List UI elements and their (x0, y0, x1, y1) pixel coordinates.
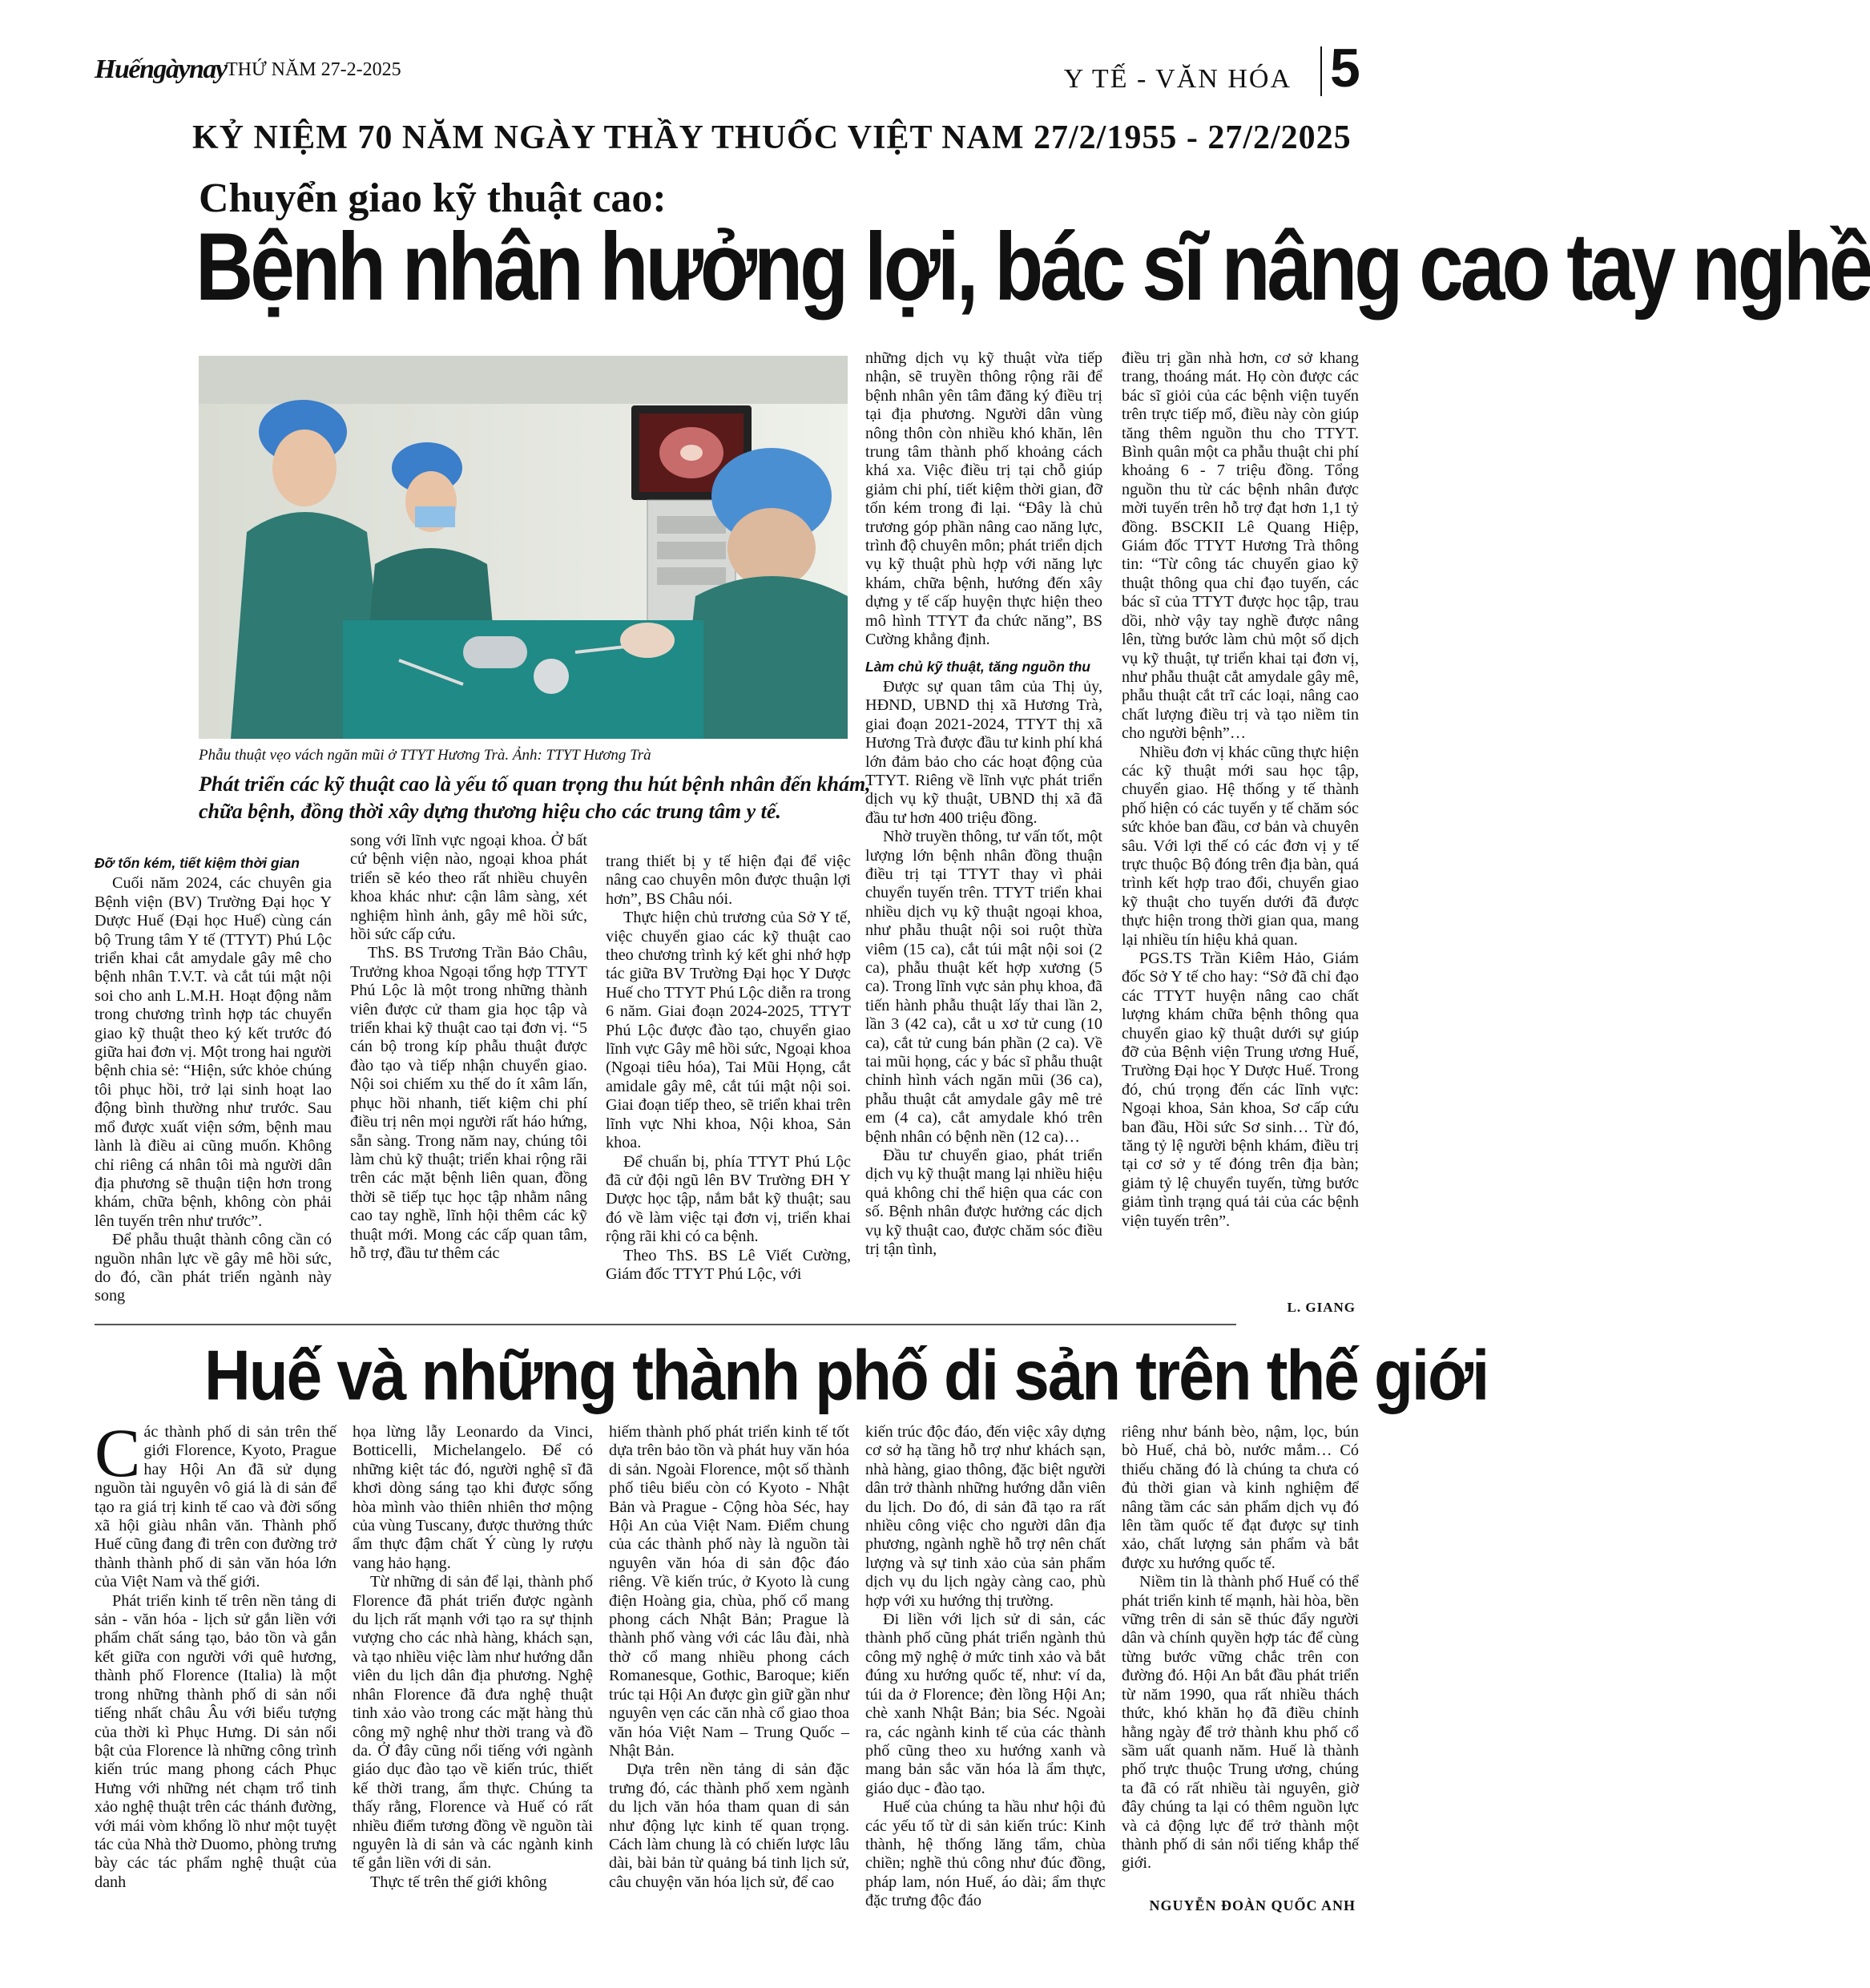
paragraph: riêng như bánh bèo, nậm, lọc, bún bò Huế, chả bò, nước mắm… Có thiếu chăng đó là chúng ta chưa có đủ thời gian và kinh nghiệm để nâng tầm các sản phẩm dịch vụ đó lên tầm quốc tế đạt được sự tinh xảo, chất lượng sản phẩm và bắt được xu hướng quốc tế. (1122, 1423, 1359, 1572)
paragraph: điều trị gần nhà hơn, cơ sở khang trang, thoáng mát. Họ còn được các bác sĩ giỏi của các bệnh viện tuyến trên trực tiếp mổ, điều này còn giúp tăng thêm nguồn thu cho TTYT. Bình quân một ca phẫu thuật chi phí khoảng 6 - 7 triệu đồng. Tổng nguồn thu từ các bệnh nhân được mời tuyến trên hỗ trợ đạt hơn 1,1 tỷ đồng. BSCKII Lê Quang Hiệp, Giám đốc TTYT Hương Trà thông tin: “Từ công tác chuyển giao kỹ thuật thông qua chỉ đạo tuyến, các bác sĩ của TTYT được học tập, trau dồi, nhờ vậy tay nghề được nâng lên, từng bước làm chủ một số dịch vụ kỹ thuật, tự triển khai tại đơn vị, như phẫu thuật cắt amydale gây mê, phẫu thuật cắt trĩ các loại, nâng cao chất lượng điều trị và tạo niềm tin cho người bệnh”… (1122, 349, 1359, 743)
paragraph: họa lừng lẫy Leonardo da Vinci, Botticelli, Michelangelo. Để có những kiệt tác đó, người nghệ sĩ đã khơi dòng sáng tạo khi được sống hòa mình vào thiên nhiên thơ mộng của vùng Tuscany, được thưởng thức ẩm thực đậm chất Ý cùng ly rượu vang hảo hạng. (353, 1423, 593, 1572)
paragraph: những dịch vụ kỹ thuật vừa tiếp nhận, sẽ truyền thông rộng rãi để bệnh nhân yên tâm đăng ký điều trị tại địa phương. Người dân vùng nông thôn còn nhiều khó khăn, lên trung tâm thành phố khoảng cách khá xa. Việc điều trị tại chỗ giúp giảm chi phí, tiết kiệm thời gian, đỡ tốn kém trong đi lại. “Đây là chủ trương góp phần nâng cao năng lực, trình độ chuyên môn; phát triển dịch vụ kỹ thuật phù hợp với năng lực khám, chữa bệnh, hướng đến xây dựng y tế cấp huyện thực hiện theo mô hình TTYT đa chức năng”, BS Cường khẳng định. (865, 349, 1102, 649)
paragraph: Từ những di sản để lại, thành phố Florence đã phát triển được ngành du lịch rất mạnh với tạo ra sự thịnh vượng cho các nhà hàng, khách sạn, và tạo nhiều việc làm như hướng dẫn viên du lịch dân địa phương. Nghệ nhân Florence đã đưa nghệ thuật tinh xảo vào trong các mặt hàng thủ công mỹ nghệ như thời trang và đồ da. Ở đây cũng nổi tiếng với ngành giáo dục đào tạo về kiến trúc, thiết kế thời trang, ẩm thực. Chúng ta thấy rằng, Florence và Huế có rất nhiều điểm tương đồng về nguồn tài nguyên là di sản và các ngành kinh tế gắn liền với di sản. (353, 1573, 593, 1873)
paragraph: Niềm tin là thành phố Huế có thể phát triển kinh tế mạnh, hài hòa, bền vững trên di sản sẽ thúc đẩy người dân và chính quyền hợp tác để cùng từng bước vững chắc trên con đường đó. Hội An bắt đầu phát triển từ năm 1990, qua rất nhiều thách thức, khó khăn họ đã điều chỉnh hằng ngày để trở thành khu phố cổ sầm uất quanh năm. Huế là thành phố trực thuộc Trung ương, chúng ta đã có rất nhiều tài nguyên, giờ đây chúng ta lại có thêm nguồn lực và cả động lực để trở thành một thành phố di sản nổi tiếng khắp thế giới. (1122, 1573, 1359, 1873)
paragraph: song với lĩnh vực ngoại khoa. Ở bất cứ bệnh viện nào, ngoại khoa phát triển sẽ kéo theo rất nhiều chuyên khoa khác như: cận lâm sàng, xét nghiệm hình ảnh, gây mê hồi sức, hồi sức cấp cứu. (350, 832, 587, 944)
article2-column-4 (865, 1423, 1106, 1911)
paragraph: Phát triển kinh tế trên nền tảng di sản - văn hóa - lịch sử gắn liền với phẩm chất sáng tạo, bảo tồn và gắn kết giữa con người với quê hương, thành phố Florence (Italia) là một trong những thành phố di sản nổi tiếng nhất châu Âu với biểu tượng của thời kì Phục Hưng. Di sản nổi bật của Florence là những công trình kiến trúc mang phong cách Phục Hưng với những nét chạm trổ tinh xảo nghệ thuật trên các thánh đường, với mái vòm khổng lồ như một tuyệt tác của Nhà thờ Duomo, phòng trưng bày các tác phẩm nghệ thuật của danh (95, 1591, 337, 1891)
paragraph: Đầu tư chuyển giao, phát triển dịch vụ kỹ thuật mang lại nhiều hiệu quả không chỉ thể hiện qua các con số. Bệnh nhân được hưởng các dịch vụ kỹ thuật cao, được chăm sóc điều trị tận tình, (865, 1147, 1102, 1259)
article1-column-1 (95, 854, 332, 1306)
article2-column-3 (609, 1423, 849, 1892)
paragraph: Các thành phố di sản trên thế giới Florence, Kyoto, Prague hay Hội An đã sử dụng nguồn tài nguyên vô giá là di sản để tạo ra giá trị kinh tế cao và đời sống xã hội giàu nhân văn. Thành phố Huế cũng đang đi trên con đường trở thành thành phố di sản văn hóa lớn của Việt Nam và thế giới. (95, 1414, 337, 1591)
article2-signature: NGUYỄN ĐOÀN QUỐC ANH (1149, 1897, 1356, 1913)
paragraph: Nhiều đơn vị khác cũng thực hiện các kỹ thuật mới sau học tập, chuyển giao. Hệ thống y tế thành phố hiện có các tuyến y tế chăm sóc sức khỏe ban đầu, cơ bản và chuyên sâu. Với lợi thế có các đơn vị y tế trực thuộc Bộ đóng trên địa bàn, quá trình kết hợp trao đổi, chuyển giao kỹ thuật cho tuyến dưới đã được thực hiện trong thời gian qua, mang lại nhiều tín hiệu khả quan. (1122, 743, 1359, 949)
surgery-photo-illustration (199, 356, 848, 739)
paragraph: Dựa trên nền tảng di sản đặc trưng đó, các thành phố xem ngành du lịch văn hóa tham quan di sản như động lực kinh tế quan trọng. Cách làm chung là có chiến lược lâu dài, bài bản từ quảng bá tinh lịch sử, câu chuyện văn hóa lịch sử, để cao (609, 1760, 849, 1891)
paragraph: kiến trúc độc đáo, đến việc xây dựng cơ sở hạ tầng hỗ trợ như khách sạn, nhà hàng, giao thông, đặc biệt người dân trở thành những hướng dẫn viên du lịch. Do đó, di sản đã tạo ra rất nhiều công việc cho người dân địa phương, ngành nghề hỗ trợ nên chất lượng và sự tinh xảo của sản phẩm dịch vụ du lịch ngày càng cao, phù hợp với xu hướng thị trường. (865, 1423, 1106, 1610)
paragraph: Theo ThS. BS Lê Viết Cường, Giám đốc TTYT Phú Lộc, với (606, 1246, 851, 1283)
article2-column-1 (95, 1414, 337, 1892)
surgery-photo (199, 356, 848, 739)
issue-date: THỨ NĂM 27-2-2025 (226, 59, 401, 80)
paragraph: Để phẫu thuật thành công cần có nguồn nhân lực về gây mê hồi sức, do đó, cần phát triển ngành này song (95, 1231, 332, 1305)
article1-subheading-1: Đỡ tốn kém, tiết kiệm thời gian (95, 855, 300, 871)
article1-column-2 (350, 832, 587, 1263)
anniversary-banner: KỶ NIỆM 70 NĂM NGÀY THẦY THUỐC VIỆT NAM 27/2/1955 - 27/2/2025 (192, 119, 1352, 156)
paragraph: PGS.TS Trần Kiêm Hảo, Giám đốc Sở Y tế cho hay: “Sở đã chỉ đạo các TTYT huyện nâng cao chất lượng khám chữa bệnh thông qua chuyển giao kỹ thuật dưới sự giúp đỡ của Bệnh viện Trung ương Huế, Trường Đại học Y Dược Huế. Trong đó, chú trọng đến các lĩnh vực: Ngoại khoa, Sản khoa, Sơ cấp cứu ban đầu, Hồi sức Sơ sinh… Từ đó, tăng tỷ lệ người bệnh khám, điều trị tại cơ sở y tế đóng trên địa bàn; giảm tỷ lệ chuyển tuyến, từng bước giảm tình trạng quá tải của các bệnh viện tuyến trên”. (1122, 950, 1359, 1230)
article-divider (95, 1324, 1236, 1325)
article1-signature: L. GIANG (1287, 1300, 1356, 1315)
paragraph: Cuối năm 2024, các chuyên gia Bệnh viện (BV) Trường Đại học Y Dược Huế (Đại học Huế) cùng cán bộ Trung tâm Y tế (TTYT) Phú Lộc triển khai cắt amydale gây mê cho bệnh nhân T.V.T. và cắt túi mật nội soi cho anh L.M.H. Hoạt động nằm trong chương trình hợp tác chuyển giao kỹ thuật theo ký kết trước đó giữa hai đơn vị. Một trong hai người bệnh chia sẻ: “Hiện, sức khỏe chúng tôi phục hồi, trở lại sinh hoạt lao động bình thường như trước. Sau mổ được xuất viện sớm, bệnh mau lành là điều ai cũng muốn. Không chỉ riêng cá nhân tôi mà người dân địa phương sẽ thuận tiện hơn trong khám, chữa bệnh, không còn phải lên tuyến trên như trước”. (95, 874, 332, 1230)
paragraph: hiếm thành phố phát triển kinh tế tốt dựa trên bảo tồn và phát huy văn hóa di sản. Ngoài Florence, một số thành phố tiêu biểu còn có Kyoto - Nhật Bản và Prague - Cộng hòa Séc, hay Hội An của Việt Nam. Điểm chung của các thành phố này là nguồn tài nguyên văn hóa di sản độc đáo riêng. Về kiến trúc, ở Kyoto là cung điện Hoàng gia, chùa, phố cổ mang phong cách Nhật Bản; Prague là thành phố vàng với các lâu đài, nhà thờ cổ mang nhiều phong cách Romanesque, Gothic, Baroque; kiến trúc tại Hội An được gìn giữ gần như nguyên vẹn các căn nhà cổ giao thoa văn hóa Việt Nam – Trung Quốc – Nhật Bản. (609, 1423, 849, 1760)
article1-headline: Bệnh nhân hưởng lợi, bác sĩ nâng cao tay nghề (195, 213, 1870, 321)
photo-caption: Phẫu thuật vẹo vách ngăn mũi ở TTYT Hương Trà. Ảnh: TTYT Hương Trà (199, 747, 651, 764)
paragraph: Để chuẩn bị, phía TTYT Phú Lộc đã cử đội ngũ lên BV Trường ĐH Y Dược học tập, nắm bắt kỹ thuật; sau đó về làm việc tại đơn vị, triển khai rộng rãi khi có ca bệnh. (606, 1152, 851, 1246)
paragraph: Đi liền với lịch sử di sản, các thành phố cũng phát triển ngành thủ công mỹ nghệ ở mức tinh xảo và bắt đúng xu hướng quốc tế, như: ví da, túi da ở Florence; đèn lồng Hội An; chè xanh Nhật Bản; bia Séc. Ngoài ra, các ngành kinh tế của các thành phố cũng theo xu hướng xanh và mang bản sắc văn hóa là ẩm thực, giáo dục - đào tạo. (865, 1611, 1106, 1797)
article1-column-5 (1122, 349, 1359, 1231)
paragraph: Huế của chúng ta hầu như hội đủ các yếu tố từ di sản kiến trúc: Kinh thành, hệ thống lăng tẩm, chùa chiền; nghề thủ công như đúc đồng, pháp lam, nón Huế, áo dài; ẩm thực đặc trưng độc đáo (865, 1798, 1106, 1910)
paragraph: Thực tế trên thế giới không (370, 1873, 547, 1891)
article1-kicker: Chuyển giao kỹ thuật cao: (199, 175, 667, 221)
paragraph: ThS. BS Trương Trần Bảo Châu, Trưởng khoa Ngoại tổng hợp TTYT Phú Lộc là một trong những thành viên được cử tham gia học tập và triển khai kỹ thuật cao tại đơn vị. “5 cán bộ trong kíp phẫu thuật được đào tạo và tiếp nhận chuyển giao. Nội soi chiếm xu thế do ít xâm lấn, phục hồi nhanh, tiết kiệm chi phí điều trị nên mọi người rất háo hứng, sẵn sàng. Trong năm nay, chúng tôi làm chủ kỹ thuật; triển khai rộng rãi trên các mặt bệnh liên quan, đồng thời sẽ tiếp tục học tập nhằm nâng cao tay nghề, lĩnh hội thêm các kỹ thuật mới. Mong các cấp quan tâm, hỗ trợ, đầu tư thêm các (350, 944, 587, 1262)
article2-column-2 (353, 1423, 593, 1892)
paragraph: Được sự quan tâm của Thị ủy, HĐND, UBND thị xã Hương Trà, giai đoạn 2021-2024, TTYT thị xã Hương Trà được đầu tư kinh phí khá lớn đảm bảo cho các hoạt động của TTYT. Riêng về lĩnh vực phát triển dịch vụ kỹ thuật, UBND thị xã đã đầu tư hơn 400 triệu đồng. (865, 677, 1102, 827)
section-title: Y TẾ - VĂN HÓA (1063, 64, 1292, 94)
article1-subheading-2: Làm chủ kỹ thuật, tăng nguồn thu (865, 658, 1090, 675)
paragraph: Nhờ truyền thông, tư vấn tốt, một lượng lớn bệnh nhân đồng thuận điều trị tại TTYT thay vì phải chuyển tuyến trên. TTYT triển khai nhiều dịch vụ kỹ thuật ngoại khoa, như phẫu thuật nội soi ruột thừa viêm (15 ca), cắt túi mật nội soi (2 ca), phẫu thuật kết hợp xương (5 ca). Trong lĩnh vực sản phụ khoa, đã tiến hành phẫu thuật lấy thai lần 2, lần 3 (42 ca), cắt u xơ tử cung (10 ca), cắt tử cung bán phần (2 ca). Về tai mũi họng, các y bác sĩ phẫu thuật chỉnh hình vách ngăn mũi (36 ca), phẫu thuật cắt amydale gây mê trẻ em (4 ca), cắt amydale khó trên bệnh nhân có bệnh nền (12 ca)… (865, 828, 1102, 1146)
article1-sapo: Phát triển các kỹ thuật cao là yếu tố quan trọng thu hút bệnh nhân đến khám, chữa bệnh, đồng thời xây dựng thương hiệu cho các trung tâm y tế. (199, 772, 871, 823)
page-number: 5 (1330, 38, 1360, 99)
article1-column-3 (606, 853, 851, 1284)
header-divider (1320, 46, 1322, 96)
paragraph: Thực hiện chủ trương của Sở Y tế, việc chuyển giao các kỹ thuật cao theo chương trình ký kết ghi nhớ hợp tác giữa BV Trường Đại học Y Dược Huế cho TTYT Phú Lộc diễn ra trong 6 năm. Giai đoạn 2024-2025, TTYT Phú Lộc được đào tạo, chuyển giao lĩnh vực Gây mê hồi sức, Ngoại khoa (Ngoại tiêu hóa), Tai Mũi Họng, cắt amidale gây mê, cắt túi mật nội soi. Giai đoạn tiếp theo, sẽ triển khai trên lĩnh vực Nhi khoa, Nội khoa, Sản khoa. (606, 909, 851, 1152)
article1-column-4 (865, 349, 1102, 1260)
article2-column-5 (1122, 1423, 1359, 1873)
newspaper-logo: Huếngàynay (95, 54, 227, 84)
article2-headline: Huế và những thành phố di sản trên thế giới (204, 1336, 1489, 1414)
drop-cap: C (95, 1414, 141, 1491)
paragraph: trang thiết bị y tế hiện đại để việc nâng cao chuyên môn được thuận lợi hơn”, BS Châu nói. (606, 853, 851, 908)
